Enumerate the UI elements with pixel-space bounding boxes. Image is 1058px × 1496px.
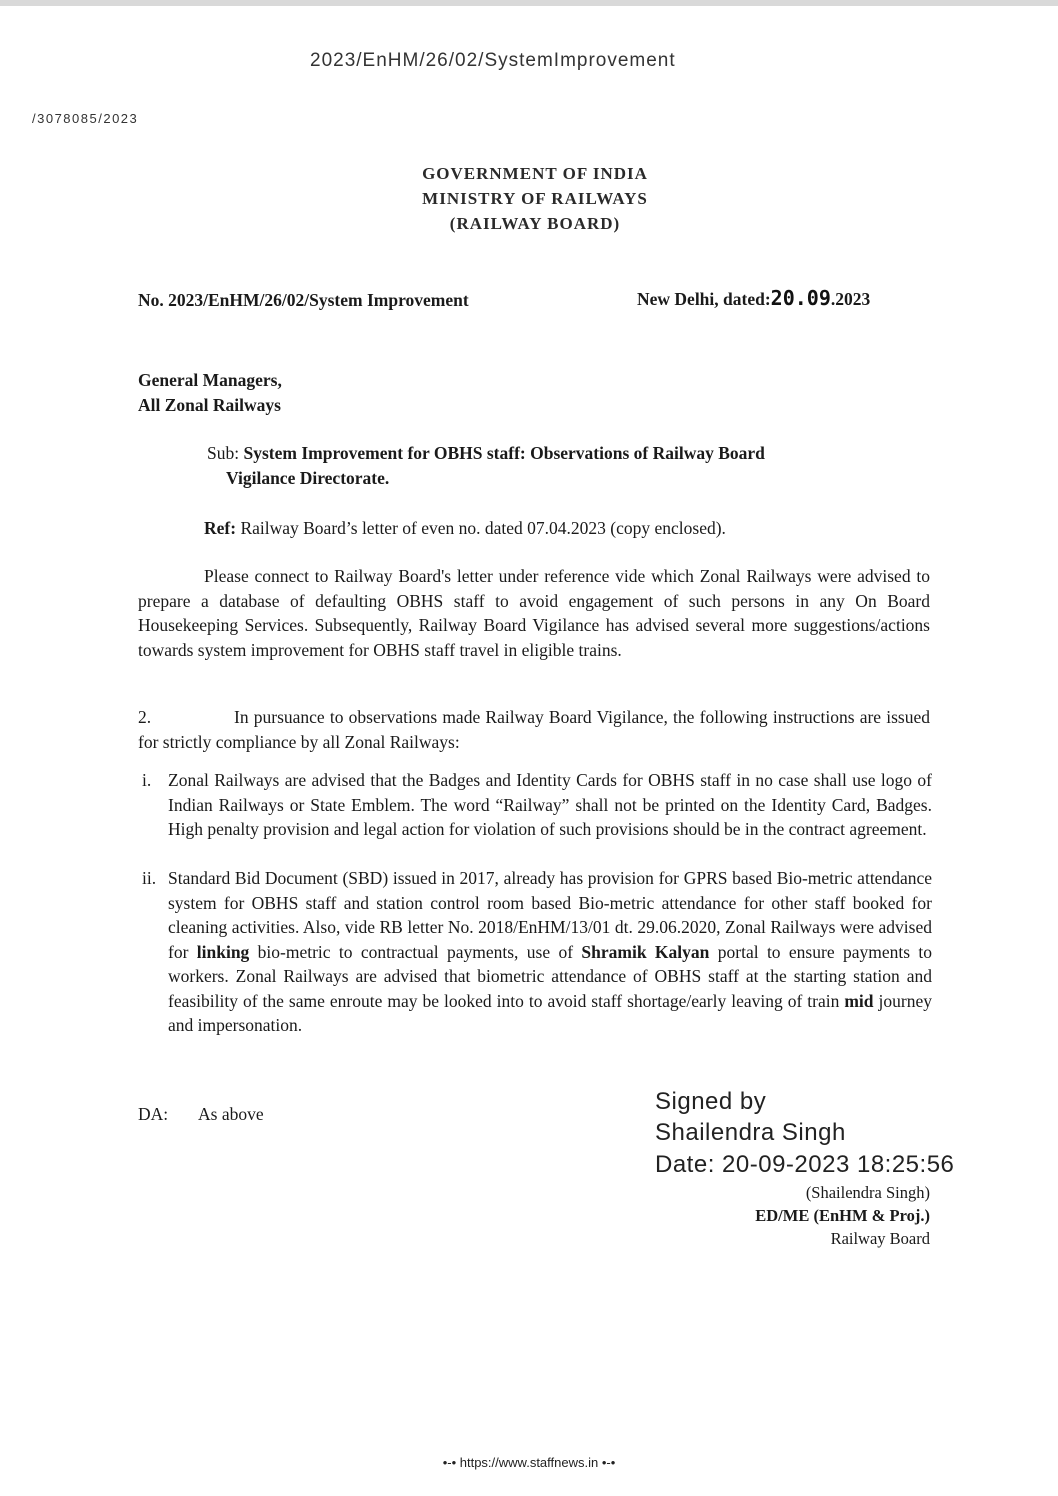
signatory-designation: ED/ME (EnHM & Proj.) — [755, 1206, 930, 1225]
file-number-header: 2023/EnHM/26/02/SystemImprovement — [310, 50, 676, 71]
addressee-line-2: All Zonal Railways — [138, 395, 281, 415]
enclosure-text: As above — [198, 1104, 264, 1124]
paragraph-2-text: In pursuance to observations made Railway Board Vigilance, the following instructions are issued for strictly compliance by all Zonal Railways: — [138, 707, 930, 752]
scan-top-border — [0, 0, 1058, 6]
heading-ministry: MINISTRY OF RAILWAYS — [422, 189, 648, 208]
list-item-ii-text-part-3: portal to ensure payments to workers. Zonal Railways are advised that biometric attendance of OBHS staff at the starting station and feasibility of the same enroute may be looked into to avoid staff shortage/early leaving of train — [168, 941, 932, 1011]
list-item-ii-text-part-2: bio-metric to contractual payments, use of — [249, 941, 582, 962]
list-item-i-text: Zonal Railways are advised that the Badges and Identity Cards for OBHS staff in no case shall use logo of Indian Railways or State Emblem. The word “Railway” shall not be printed on the Identity Card, Badges. High penalty provision and legal action for violation of such provisions should be in the contract agreement. — [168, 770, 932, 839]
reference-line — [204, 516, 924, 541]
heading-government: GOVERNMENT OF INDIA — [422, 164, 648, 183]
reference-text: Railway Board’s letter of even no. dated 07.04.2023 (copy enclosed). — [236, 518, 726, 538]
list-item-ii-text-part-4: journey and impersonation. — [168, 990, 932, 1035]
signatory-name: (Shailendra Singh) — [805, 1183, 930, 1202]
list-item-ii — [142, 866, 932, 1038]
list-item-ii-bold-linking: linking — [196, 941, 250, 962]
subject-text-line-2: Vigilance Directorate. — [226, 467, 390, 488]
footer-url: •-• https://www.staffnews.in •-• — [442, 1455, 616, 1470]
list-item-ii-bold-mid: mid — [844, 990, 874, 1011]
addressee-line-1: General Managers, — [138, 370, 282, 390]
subject — [207, 441, 927, 490]
place-date-prefix: New Delhi, dated: — [637, 289, 771, 309]
letter-date — [637, 286, 870, 312]
paragraph-2 — [138, 705, 930, 754]
signatory-office: Railway Board — [830, 1229, 930, 1248]
file-reference-number: /3078085/2023 — [32, 111, 139, 126]
list-item-ii-text-part-1: Standard Bid Document (SBD) issued in 2017, already has provision for GPRS based Bio-metric attendance system for OBHS staff and station control room based Bio-metric attendance for other staff booked for cleaning activities. Also, vide RB letter No. 2018/EnHM/13/01 dt. 29.06.2020, Zonal Railways were advised for — [168, 868, 932, 962]
list-item-ii-text — [168, 866, 932, 1038]
heading-board: (RAILWAY BOARD) — [449, 214, 621, 233]
subject-text-line-1: System Improvement for OBHS staff: Observations of Railway Board — [243, 443, 765, 463]
date-year: .2023 — [830, 289, 871, 309]
reference-label: Ref: — [204, 518, 237, 538]
digital-signature-line-3: Date: 20-09-2023 18:25:56 — [655, 1151, 955, 1178]
paragraph-2-number: 2. — [138, 707, 152, 727]
enclosure-label: DA: — [138, 1104, 169, 1124]
digital-signature-line-1: Signed by — [655, 1088, 767, 1115]
list-item-ii-number: ii. — [142, 868, 157, 888]
enclosure — [138, 1102, 264, 1127]
paragraph-1: Please connect to Railway Board's letter under reference vide which Zonal Railways were advised to prepare a database of defaulting OBHS staff to avoid engagement of such persons in any On Board Housekeeping Services. Subsequently, Railway Board Vigilance has advised several more suggestions/actions towards system improvement for OBHS staff travel in eligible trains. — [138, 566, 930, 660]
handwritten-date: 20.09 — [770, 286, 831, 310]
list-item-ii-bold-shramik: Shramik Kalyan — [581, 941, 710, 962]
letter-number: No. 2023/EnHM/26/02/System Improvement — [138, 290, 469, 310]
list-item-i-number: i. — [142, 770, 152, 790]
subject-label: Sub: — [207, 443, 244, 463]
list-item-i — [142, 768, 932, 842]
digital-signature-line-2: Shailendra Singh — [655, 1119, 846, 1146]
